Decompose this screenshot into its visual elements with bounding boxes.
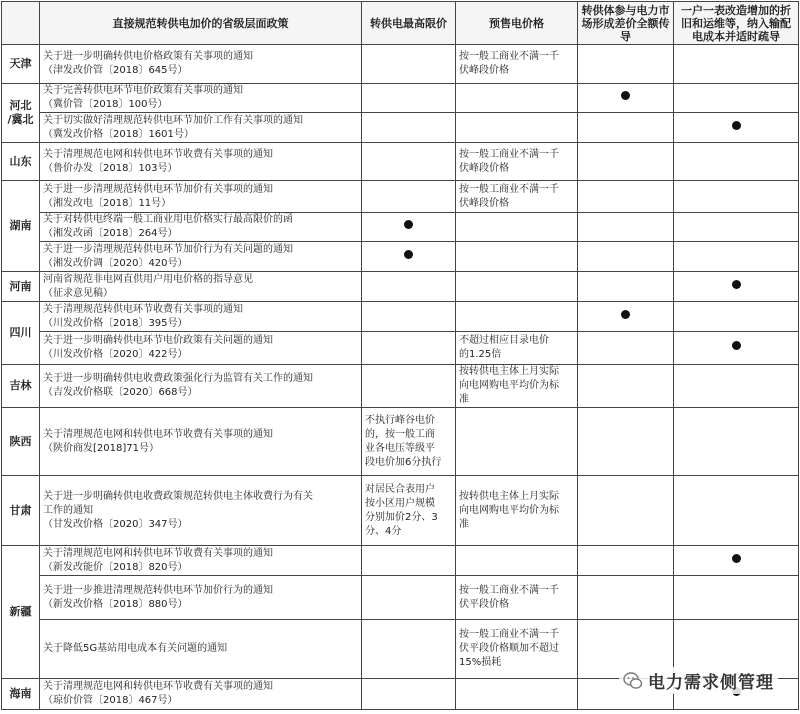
policy-cell: 关于进一步明确转供电价格政策有关事项的通知 （津发改价管〔2018〕645号） xyxy=(40,45,362,84)
table-row xyxy=(2,242,799,272)
presale-cell: 按转供电主体上月实际 向电网购电平均价为标 准 xyxy=(456,365,578,408)
market-cell xyxy=(578,181,674,213)
header-max-price: 转供电最高限价 xyxy=(362,2,456,45)
one-meter-cell xyxy=(674,143,799,181)
policy-cell: 关于进一步推进清理规范转供电环节加价行为的通知 （新发改价格〔2018〕880号） xyxy=(40,576,362,620)
presale-cell xyxy=(456,113,578,143)
policy-cell: 关于进一步明确转供电收费政策强化行为监管有关工作的通知 （吉发改价格联〔2020〕668号） xyxy=(40,365,362,408)
province-cell: 新疆 xyxy=(2,546,40,679)
policy-cell: 关于清理规范电网和转供电环节收费有关事项的通知 （琼价价管〔2018〕467号） xyxy=(40,679,362,710)
market-dot xyxy=(621,91,630,100)
one-meter-cell xyxy=(674,302,799,332)
max-price-cell xyxy=(362,143,456,181)
table-row xyxy=(2,576,799,620)
one-meter-cell xyxy=(674,45,799,84)
one-meter-dot xyxy=(732,121,741,130)
max-price-cell: 不执行峰谷电价 的，按一般工商 业各电压等级平 段电价加6分执行 xyxy=(362,408,456,476)
market-dot xyxy=(621,310,630,319)
province-cell: 天津 xyxy=(2,45,40,84)
one-meter-dot xyxy=(732,554,741,563)
presale-cell: 按一般工商业不满一千 伏峰段价格 xyxy=(456,143,578,181)
max-price-cell xyxy=(362,620,456,679)
province-cell: 吉林 xyxy=(2,365,40,408)
policy-cell: 关于进一步明确转供电收费政策规范转供电主体收费行为有关 工作的通知 （甘发改价格〔2020〕347号） xyxy=(40,476,362,546)
presale-cell: 按一般工商业不满一千 伏峰段价格 xyxy=(456,45,578,84)
max-price-cell xyxy=(362,365,456,408)
province-cell: 甘肃 xyxy=(2,476,40,546)
one-meter-cell xyxy=(674,546,799,576)
wechat-icon xyxy=(623,671,643,691)
policy-cell: 河南省规范非电网直供用户用电价格的指导意见 （征求意见稿） xyxy=(40,272,362,302)
watermark xyxy=(619,667,778,694)
market-cell xyxy=(578,84,674,113)
one-meter-dot xyxy=(732,280,741,289)
max-price-dot xyxy=(404,250,413,259)
market-cell xyxy=(578,302,674,332)
table-row xyxy=(2,546,799,576)
max-price-cell: 对居民合表用户 按小区用户规模 分别加价2分、3 分、4分 xyxy=(362,476,456,546)
one-meter-cell xyxy=(674,181,799,213)
table-row xyxy=(2,476,799,546)
header-row xyxy=(2,2,799,45)
province-cell: 河北 /冀北 xyxy=(2,84,40,143)
table-row xyxy=(2,302,799,332)
table-row xyxy=(2,272,799,302)
province-cell: 海南 xyxy=(2,679,40,710)
market-cell xyxy=(578,272,674,302)
presale-cell xyxy=(456,272,578,302)
table-row xyxy=(2,181,799,213)
market-cell xyxy=(578,332,674,365)
presale-cell xyxy=(456,302,578,332)
one-meter-cell xyxy=(674,576,799,620)
table-row xyxy=(2,365,799,408)
province-cell: 河南 xyxy=(2,272,40,302)
table-row xyxy=(2,213,799,242)
one-meter-dot xyxy=(732,341,741,350)
max-price-cell xyxy=(362,272,456,302)
one-meter-cell xyxy=(674,365,799,408)
max-price-cell xyxy=(362,45,456,84)
policy-cell: 关于清理规范转供电环节收费有关事项的通知 （川发改价格〔2018〕395号） xyxy=(40,302,362,332)
presale-cell: 按转供电主体上月实际 向电网购电平均价为标 准 xyxy=(456,476,578,546)
header-one-meter: 一户一表改造增加的折旧和运维等，纳入输配电成本并适时疏导 xyxy=(674,2,799,45)
presale-cell xyxy=(456,679,578,710)
max-price-cell xyxy=(362,113,456,143)
max-price-cell xyxy=(362,576,456,620)
presale-cell xyxy=(456,84,578,113)
policy-cell: 关于清理规范电网和转供电环节收费有关事项的通知 （鲁价办发〔2018〕103号） xyxy=(40,143,362,181)
market-cell xyxy=(578,242,674,272)
header-market: 转供体参与电力市场形成差价全额传导 xyxy=(578,2,674,45)
policy-cell: 关于清理规范电网和转供电环节收费有关事项的通知 （新发改能价〔2018〕820号） xyxy=(40,546,362,576)
header-presale: 预售电价格 xyxy=(456,2,578,45)
max-price-dot xyxy=(404,220,413,229)
table-row xyxy=(2,408,799,476)
presale-cell: 按一般工商业不满一千 伏峰段价格 xyxy=(456,181,578,213)
policy-cell: 关于降低5G基站用电成本有关问题的通知 xyxy=(40,620,362,679)
presale-cell: 按一般工商业不满一千 伏平段价格顺加不超过 15%损耗 xyxy=(456,620,578,679)
max-price-cell xyxy=(362,181,456,213)
one-meter-cell xyxy=(674,113,799,143)
market-cell xyxy=(578,45,674,84)
policy-cell: 关于切实做好清理规范转供电环节加价工作有关事项的通知 （冀发改价格〔2018〕1601号） xyxy=(40,113,362,143)
one-meter-cell xyxy=(674,242,799,272)
max-price-cell xyxy=(362,332,456,365)
one-meter-cell xyxy=(674,332,799,365)
one-meter-cell xyxy=(674,476,799,546)
presale-cell xyxy=(456,242,578,272)
max-price-cell xyxy=(362,302,456,332)
policy-cell: 关于进一步清理规范转供电环节加价有关事项的通知 （湘发改电〔2018〕11号） xyxy=(40,181,362,213)
market-cell xyxy=(578,408,674,476)
one-meter-cell xyxy=(674,84,799,113)
province-cell: 湖南 xyxy=(2,181,40,272)
presale-cell xyxy=(456,408,578,476)
max-price-cell xyxy=(362,84,456,113)
max-price-cell xyxy=(362,679,456,710)
presale-cell xyxy=(456,213,578,242)
one-meter-cell xyxy=(674,408,799,476)
province-cell: 山东 xyxy=(2,143,40,181)
market-cell xyxy=(578,476,674,546)
max-price-cell xyxy=(362,546,456,576)
table-row xyxy=(2,143,799,181)
policy-cell: 关于进一步清理规范转供电环节加价行为有关问题的通知 （湘发改价调〔2020〕420号） xyxy=(40,242,362,272)
table-row xyxy=(2,45,799,84)
watermark-text: 电力需求侧管理 xyxy=(648,673,774,693)
presale-cell: 按一般工商业不满一千 伏平段价格 xyxy=(456,576,578,620)
policy-cell: 关于对转供电终端一般工商业用电价格实行最高限价的函 （湘发改函〔2018〕264号） xyxy=(40,213,362,242)
table-row xyxy=(2,84,799,113)
presale-cell xyxy=(456,546,578,576)
market-cell xyxy=(578,576,674,620)
one-meter-cell xyxy=(674,213,799,242)
max-price-cell xyxy=(362,242,456,272)
market-cell xyxy=(578,546,674,576)
province-cell: 陕西 xyxy=(2,408,40,476)
one-meter-cell xyxy=(674,272,799,302)
market-cell xyxy=(578,143,674,181)
header-province xyxy=(2,2,40,45)
presale-cell: 不超过相应目录电价 的1.25倍 xyxy=(456,332,578,365)
table-row xyxy=(2,332,799,365)
max-price-cell xyxy=(362,213,456,242)
policy-cell: 关于进一步明确转供电环节电价政策有关问题的通知 （川发改价格〔2020〕422号） xyxy=(40,332,362,365)
policy-cell: 关于清理规范电网和转供电环节收费有关事项的通知 （陕价商发[2018]71号） xyxy=(40,408,362,476)
market-cell xyxy=(578,113,674,143)
policy-table xyxy=(1,1,799,710)
market-cell xyxy=(578,213,674,242)
table-row xyxy=(2,113,799,143)
header-policy: 直接规范转供电加价的省级层面政策 xyxy=(40,2,362,45)
market-cell xyxy=(578,365,674,408)
policy-cell: 关于完善转供电环节电价政策有关事项的通知 （冀价管〔2018〕100号） xyxy=(40,84,362,113)
province-cell: 四川 xyxy=(2,302,40,365)
